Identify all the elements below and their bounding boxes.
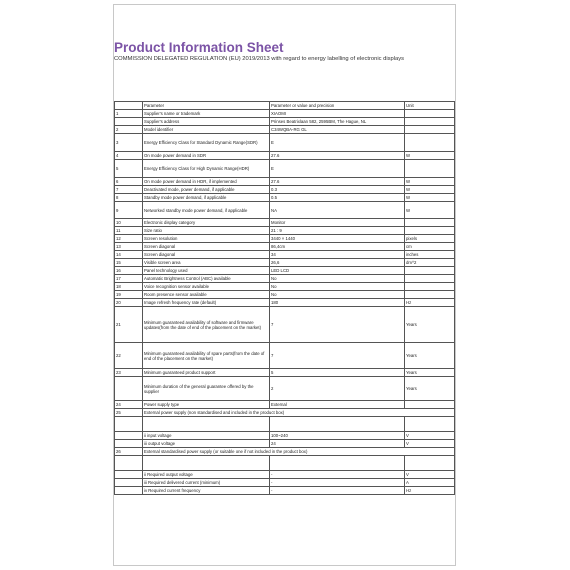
row-value-cell: 7: [270, 307, 405, 343]
row-number-cell: 17: [115, 275, 143, 283]
row-parameter-cell: Size ratio: [143, 227, 270, 235]
row-unit-cell: [405, 160, 455, 178]
row-parameter-cell: Networked standby mode power demand, if applicable: [143, 202, 270, 219]
row-parameter-cell: Model identifier: [143, 126, 270, 134]
regulation-subtitle: COMMISSION DELEGATED REGULATION (EU) 2019/2013 with regard to energy labelling of electronic displays: [114, 56, 405, 62]
row-parameter-cell: Screen diagonal: [143, 243, 270, 251]
table-row: [115, 377, 455, 401]
table-row: [115, 291, 455, 299]
table-row: [115, 401, 455, 409]
row-number-cell: 10: [115, 219, 143, 227]
row-number-cell: 26: [115, 448, 143, 456]
row-parameter-cell: Power supply type: [143, 401, 270, 409]
table-row: [115, 267, 455, 275]
row-parameter-cell: Minimum guaranteed product support: [143, 369, 270, 377]
row-value-cell: XIAOMI: [270, 110, 405, 118]
row-number-cell: [115, 440, 143, 448]
row-parameter-cell: Screen resolution: [143, 235, 270, 243]
row-unit-cell: Years: [405, 369, 455, 377]
row-parameter-cell: Supplier's name or trademark: [143, 110, 270, 118]
row-parameter-cell: On mode power demand in HDR, if implemented: [143, 178, 270, 186]
table-row: [115, 283, 455, 291]
row-unit-cell: [405, 227, 455, 235]
row-unit-cell: W: [405, 202, 455, 219]
row-parameter-cell: External power supply (non standardised and included in the product box): [143, 409, 455, 417]
row-value-cell: 27.6: [270, 152, 405, 160]
row-number-cell: [115, 471, 143, 479]
row-unit-cell: Hz: [405, 299, 455, 307]
row-unit-cell: W: [405, 178, 455, 186]
row-unit-cell: [405, 126, 455, 134]
table-row: [115, 202, 455, 219]
row-value-cell: 100~240: [270, 432, 405, 440]
table-row: [115, 118, 455, 126]
row-value-cell: No: [270, 291, 405, 299]
row-unit-cell: [405, 267, 455, 275]
row-value-cell: 5: [270, 369, 405, 377]
row-value-cell: No: [270, 275, 405, 283]
row-parameter-cell: Energy Efficiency Class for High Dynamic Range(HDR): [143, 160, 270, 178]
row-parameter-cell: Minimum guaranteed availability of software and firmware updates(from the date of end of the placement on the market): [143, 307, 270, 343]
row-unit-cell: V: [405, 432, 455, 440]
row-number-cell: 18: [115, 283, 143, 291]
row-parameter-cell: ii Required output voltage: [143, 471, 270, 479]
table-row: [115, 243, 455, 251]
row-number-cell: 8: [115, 194, 143, 202]
row-unit-cell: V: [405, 440, 455, 448]
row-unit-cell: [405, 291, 455, 299]
row-parameter-cell: Deactivated mode, power demand, if applicable: [143, 186, 270, 194]
row-number-cell: 11: [115, 227, 143, 235]
table-row: [115, 471, 455, 479]
table-row: [115, 275, 455, 283]
table-row: [115, 160, 455, 178]
row-number-cell: 12: [115, 235, 143, 243]
row-value-cell: [270, 456, 405, 471]
row-unit-cell: [405, 134, 455, 152]
row-unit-cell: A: [405, 479, 455, 487]
row-number-cell: 23: [115, 369, 143, 377]
table-row: [115, 251, 455, 259]
table-row: [115, 432, 455, 440]
header-number-cell: [115, 102, 143, 110]
row-unit-cell: [405, 118, 455, 126]
table-row: [115, 307, 455, 343]
row-number-cell: 9: [115, 202, 143, 219]
row-number-cell: 21: [115, 307, 143, 343]
header-value-cell: Parameter or value and precision: [270, 102, 405, 110]
row-value-cell: 0.5: [270, 194, 405, 202]
row-value-cell: External: [270, 401, 405, 409]
header-unit-cell: Unit: [405, 102, 455, 110]
row-unit-cell: [405, 401, 455, 409]
row-unit-cell: [405, 275, 455, 283]
row-unit-cell: Hz: [405, 487, 455, 495]
row-unit-cell: Years: [405, 377, 455, 401]
table-row: [115, 409, 455, 417]
row-value-cell: NA: [270, 202, 405, 219]
row-value-cell: No: [270, 283, 405, 291]
row-parameter-cell: Visible screen area: [143, 259, 270, 267]
row-value-cell: 24: [270, 440, 405, 448]
row-number-cell: [115, 487, 143, 495]
row-number-cell: 5: [115, 160, 143, 178]
table-row: [115, 343, 455, 369]
row-parameter-cell: Automatic Brightness Control (ABC) available: [143, 275, 270, 283]
table-row: [115, 134, 455, 152]
row-value-cell: E: [270, 160, 405, 178]
row-value-cell: C34WQBA-RG GL: [270, 126, 405, 134]
table-row: [115, 456, 455, 471]
table-row: [115, 487, 455, 495]
row-unit-cell: W: [405, 186, 455, 194]
table-row: [115, 299, 455, 307]
table-row: [115, 152, 455, 160]
table-row: [115, 448, 455, 456]
row-value-cell: 26,6: [270, 259, 405, 267]
row-value-cell: E: [270, 134, 405, 152]
row-number-cell: 19: [115, 291, 143, 299]
row-parameter-cell: iii Required delivered current (minimum): [143, 479, 270, 487]
row-number-cell: 22: [115, 343, 143, 369]
row-number-cell: 6: [115, 178, 143, 186]
table-row: [115, 369, 455, 377]
table-row: [115, 227, 455, 235]
row-value-cell: 86,4cm: [270, 243, 405, 251]
row-parameter-cell: ii input voltage: [143, 432, 270, 440]
row-number-cell: 3: [115, 134, 143, 152]
row-unit-cell: [405, 219, 455, 227]
row-number-cell: 15: [115, 259, 143, 267]
row-parameter-cell: External standardised power supply (or suitable one if not included in the product box): [143, 448, 455, 456]
row-unit-cell: W: [405, 194, 455, 202]
row-value-cell: 2: [270, 377, 405, 401]
row-parameter-cell: Minimum guaranteed availability of spare parts(from the date of end of the placement on the market): [143, 343, 270, 369]
row-unit-cell: [405, 417, 455, 432]
row-parameter-cell: Energy Efficiency Class for Standard Dynamic Range(SDR): [143, 134, 270, 152]
row-number-cell: 13: [115, 243, 143, 251]
table-row: [115, 259, 455, 267]
row-value-cell: Prinses Beatrixlaan 582, 2595BM, The Hague, NL: [270, 118, 405, 126]
row-unit-cell: Years: [405, 343, 455, 369]
row-parameter-cell: iii output voltage: [143, 440, 270, 448]
table-row: [115, 479, 455, 487]
row-parameter-cell: [143, 417, 270, 432]
table-header-row: [115, 102, 455, 110]
row-unit-cell: cm: [405, 243, 455, 251]
row-parameter-cell: Room presence sensor available: [143, 291, 270, 299]
row-number-cell: [115, 456, 143, 471]
table-row: [115, 126, 455, 134]
row-parameter-cell: [143, 456, 270, 471]
row-parameter-cell: Electronic display category: [143, 219, 270, 227]
row-unit-cell: V: [405, 471, 455, 479]
row-number-cell: 16: [115, 267, 143, 275]
row-number-cell: 4: [115, 152, 143, 160]
row-number-cell: [115, 118, 143, 126]
row-number-cell: [115, 432, 143, 440]
row-parameter-cell: On mode power demand in SDR: [143, 152, 270, 160]
row-number-cell: 2: [115, 126, 143, 134]
table-row: [115, 178, 455, 186]
row-value-cell: 21 : 9: [270, 227, 405, 235]
row-parameter-cell: Image refresh frequency rate (default): [143, 299, 270, 307]
row-unit-cell: inches: [405, 251, 455, 259]
row-unit-cell: pixels: [405, 235, 455, 243]
row-number-cell: [115, 417, 143, 432]
row-unit-cell: dm^2: [405, 259, 455, 267]
row-number-cell: 20: [115, 299, 143, 307]
table-row: [115, 440, 455, 448]
row-unit-cell: W: [405, 152, 455, 160]
row-value-cell: 34: [270, 251, 405, 259]
row-parameter-cell: Screen diagonal: [143, 251, 270, 259]
row-number-cell: [115, 479, 143, 487]
row-parameter-cell: iv Required current frequency: [143, 487, 270, 495]
table-row: [115, 417, 455, 432]
row-unit-cell: [405, 283, 455, 291]
product-info-table: [114, 101, 455, 495]
row-number-cell: 14: [115, 251, 143, 259]
table-row: [115, 235, 455, 243]
table-row: [115, 194, 455, 202]
row-parameter-cell: Standby mode power demand, if applicable: [143, 194, 270, 202]
row-value-cell: [270, 417, 405, 432]
row-parameter-cell: Voice recognition sensor available: [143, 283, 270, 291]
row-number-cell: 25: [115, 409, 143, 417]
row-number-cell: 1: [115, 110, 143, 118]
row-number-cell: [115, 377, 143, 401]
row-value-cell: 27.6: [270, 178, 405, 186]
row-unit-cell: [405, 456, 455, 471]
table-row: [115, 219, 455, 227]
row-number-cell: 7: [115, 186, 143, 194]
header-parameter-cell: Parameter: [143, 102, 270, 110]
table-row: [115, 110, 455, 118]
row-parameter-cell: Supplier's address: [143, 118, 270, 126]
row-value-cell: -: [270, 487, 405, 495]
page-title: Product Information Sheet: [114, 40, 284, 55]
table-row: [115, 186, 455, 194]
row-number-cell: 24: [115, 401, 143, 409]
row-value-cell: 3440 × 1440: [270, 235, 405, 243]
row-value-cell: -: [270, 471, 405, 479]
row-value-cell: 180: [270, 299, 405, 307]
row-parameter-cell: Minimum duration of the general guarantee offered by the supplier: [143, 377, 270, 401]
row-value-cell: LED LCD: [270, 267, 405, 275]
row-value-cell: -: [270, 479, 405, 487]
row-value-cell: 0.3: [270, 186, 405, 194]
row-value-cell: 7: [270, 343, 405, 369]
row-parameter-cell: Panel technology used: [143, 267, 270, 275]
row-unit-cell: [405, 110, 455, 118]
row-value-cell: Monitor: [270, 219, 405, 227]
row-unit-cell: Years: [405, 307, 455, 343]
